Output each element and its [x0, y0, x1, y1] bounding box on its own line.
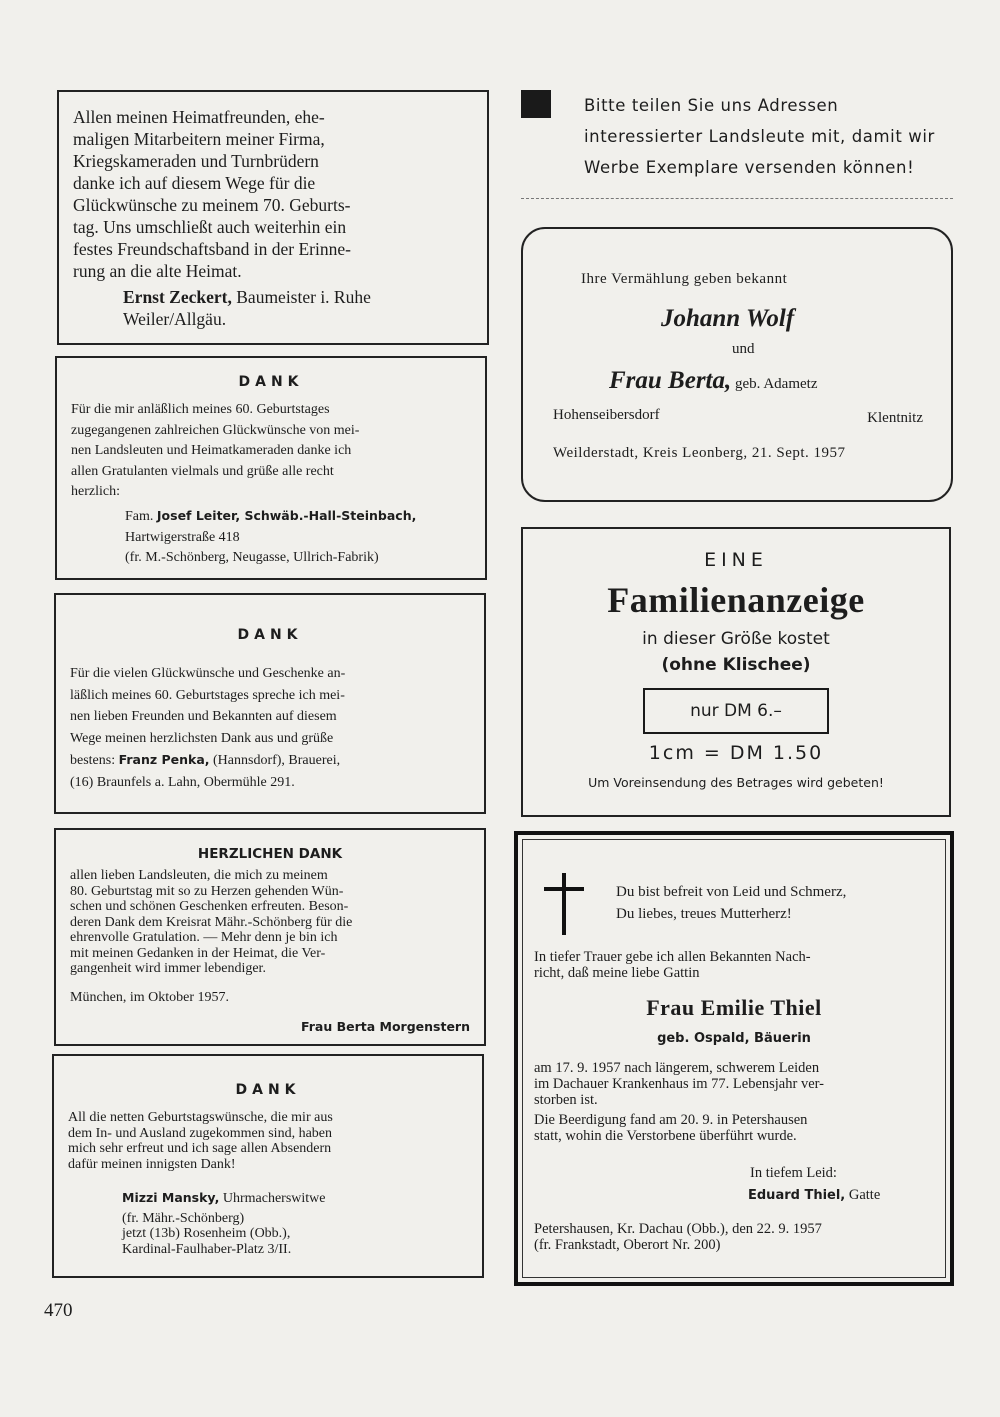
ad-mansky-signature [122, 1190, 326, 1257]
signer-relation: Gatte [845, 1187, 881, 1203]
text-line: nen lieben Freunden und Bekannten auf diesem [70, 709, 337, 724]
rate-text: 1cm = DM 1.50 [648, 742, 824, 764]
page-number: 470 [44, 1300, 73, 1321]
text-line: allen Gratulanten vielmals und grüße alle recht [71, 463, 334, 479]
footer-line: (fr. Frankstadt, Oberort Nr. 200) [534, 1237, 721, 1253]
text-line: Die Beerdigung fand am 20. 9. in Petershausen [534, 1112, 808, 1128]
bride-name: Frau Berta, [609, 367, 732, 394]
notice-line: Bitte teilen Sie uns Adressen [584, 96, 839, 115]
signer-title: Baumeister i. Ruhe [231, 287, 371, 307]
text-line: herzlich: [71, 484, 120, 499]
signer-prefix: Fam. [125, 509, 157, 524]
offer-eine: EINE [704, 549, 768, 571]
offer-title: Familienanzeige [607, 580, 865, 620]
text-line: maligen Mitarbeitern meiner Firma, [73, 129, 325, 149]
ad-price-offer [521, 527, 951, 817]
notice-line: Werbe Exemplare versenden können! [584, 158, 915, 177]
text-line: In tiefer Trauer gebe ich allen Bekannten Nach- [534, 949, 811, 965]
text-line: richt, daß meine liebe Gattin [534, 965, 700, 981]
signer-name: Josef Leiter, Schwäb.-Hall-Steinbach, [156, 508, 417, 523]
ad-penka [54, 593, 486, 814]
ad-heading: DANK [235, 1082, 301, 1098]
text-line: mit meinen Gedanken in der Heimat, die Ver- [70, 945, 326, 961]
ad-morgenstern [54, 828, 486, 1046]
ad-heading: DANK [237, 627, 303, 643]
bride-line [609, 367, 818, 395]
signer-name: Ernst Zeckert, [123, 287, 232, 307]
notice-bullet [521, 90, 551, 118]
text-line: dem In- und Ausland zugekommen sind, haben [68, 1125, 333, 1141]
ad-zeckert [57, 90, 489, 345]
signer-address: (16) Braunfels a. Lahn, Obermühle 291. [70, 774, 295, 790]
wedding-intro-text: Ihre Vermählung geben bekannt [581, 271, 788, 287]
obituary-verse [616, 881, 846, 925]
ad-mansky [52, 1054, 484, 1278]
text-line: im Dachauer Krankenhaus im 77. Lebensjahr ver- [534, 1076, 824, 1092]
text-line: statt, wohin die Verstorbene überführt wurde. [534, 1128, 797, 1144]
text-line: nen Landsleuten und Heimatkameraden danke ich [71, 443, 352, 458]
text-line: festes Freundschaftsband in der Erinne- [73, 239, 351, 259]
notice-line: interessierter Landsleute mit, damit wir [584, 127, 935, 146]
text-line: am 17. 9. 1957 nach längerem, schwerem Leiden [534, 1060, 820, 1076]
groom-origin: Hohenseibersdorf [553, 407, 660, 423]
address-notice [584, 90, 935, 183]
obituary-footer [534, 1221, 822, 1253]
text-line: zugegangenen zahlreichen Glückwünsche von mei- [71, 422, 360, 438]
text-line: läßlich meines 60. Geburtstages spreche ich mei- [70, 687, 345, 703]
footer-line: Petershausen, Kr. Dachau (Obb.), den 22. 9. 1957 [534, 1221, 822, 1237]
text-line: dafür meinen innigsten Dank! [68, 1156, 236, 1172]
deceased-name: Frau Emilie Thiel [646, 995, 822, 1020]
ad-leiter-signature [125, 506, 416, 569]
text-line: ehrenvolle Gratulation. — Mehr denn je bin ich [70, 930, 338, 945]
grief-line: In tiefem Leid: [750, 1165, 837, 1181]
ad-zeckert-signature [123, 286, 371, 330]
groom-name: Johann Wolf [661, 305, 795, 332]
ad-morgenstern-text [70, 868, 474, 977]
offer-line1: in dieser Größe kostet [642, 629, 830, 649]
signer-name: Franz Penka, [118, 752, 210, 767]
divider [521, 198, 953, 199]
address-line: (fr. Mähr.-Schönberg) [122, 1210, 245, 1226]
text-line: danke ich auf diesem Wege für die [73, 173, 316, 193]
obituary [514, 831, 954, 1286]
ad-penka-text [70, 663, 474, 793]
text-line: Glückwünsche zu meinem 70. Geburts- [73, 195, 351, 215]
text-line: All die netten Geburtstagswünsche, die mir aus [68, 1110, 333, 1125]
payment-note: Um Voreinsendung des Betrages wird gebeten! [588, 775, 884, 790]
wedding-footer: Weilderstadt, Kreis Leonberg, 21. Sept. 1957 [553, 445, 846, 461]
text-line: deren Dank dem Kreisrat Mähr.-Schönberg für die [70, 914, 353, 930]
ad-leiter-text [71, 400, 475, 503]
text-rest: (Hannsdorf), Brauerei, [209, 753, 341, 768]
text-line: allen lieben Landsleuten, die mich zu meinem [70, 868, 328, 883]
signer-name: Mizzi Mansky, [122, 1190, 220, 1205]
ad-mansky-text [68, 1110, 472, 1172]
text-line: Für die vielen Glückwünsche und Geschenke an- [70, 666, 346, 681]
signer-address: Hartwigerstraße 418 [125, 529, 240, 545]
text-prefix: bestens: [70, 753, 119, 768]
text-line: Allen meinen Heimatfreunden, ehe- [73, 107, 325, 127]
wedding-announcement [521, 227, 953, 502]
signer-name: Eduard Thiel, [748, 1188, 846, 1203]
text-line: gangenheit wird immer lebendiger. [70, 961, 266, 976]
ad-heading: DANK [238, 374, 304, 390]
text-line: rung an die alte Heimat. [73, 261, 242, 281]
text-line: 80. Geburtstag mit so zu Herzen gehenden Wün- [70, 883, 344, 899]
obituary-signer [748, 1187, 880, 1204]
deceased-birth-name: geb. Ospald, Bäuerin [657, 1031, 811, 1046]
text-line: storben ist. [534, 1092, 598, 1108]
and-text: und [732, 341, 755, 357]
text-line: tag. Uns umschließt auch weiterhin ein [73, 217, 347, 237]
ad-zeckert-text [73, 106, 477, 282]
place-date: München, im Oktober 1957. [70, 990, 230, 1005]
price-box [643, 688, 829, 734]
offer-line2: (ohne Klischee) [661, 655, 811, 675]
address-line: jetzt (13b) Rosenheim (Obb.), [122, 1226, 291, 1241]
signer-former-address: (fr. M.-Schönberg, Neugasse, Ullrich-Fabrik) [125, 550, 379, 565]
verse-line: Du liebes, treues Mutterherz! [616, 906, 792, 922]
address-line: Kardinal-Faulhaber-Platz 3/II. [122, 1241, 292, 1257]
text-line: Wege meinen herzlichsten Dank aus und grüße [70, 730, 334, 746]
signer-title: Uhrmacherswitwe [219, 1191, 326, 1206]
verse-line: Du bist befreit von Leid und Schmerz, [616, 884, 847, 900]
wedding-intro [581, 271, 787, 288]
text-line: mich sehr erfreut und ich sage allen Absendern [68, 1141, 332, 1156]
bride-maiden: geb. Adametz [731, 376, 818, 392]
ad-heading: HERZLICHEN DANK [197, 846, 343, 862]
bride-origin: Klentnitz [867, 410, 923, 426]
ad-leiter [55, 356, 487, 580]
text-line: Kriegskameraden und Turnbrüdern [73, 151, 319, 171]
signer-place: Weiler/Allgäu. [123, 309, 227, 329]
signer-name: Frau Berta Morgenstern [301, 1019, 470, 1034]
text-line: schen und schönen Geschenken erfreuten. Beson- [70, 899, 349, 914]
text-line: Für die mir anläßlich meines 60. Geburtstages [71, 402, 330, 417]
price-text: nur DM 6.– [690, 701, 782, 721]
obituary-body [534, 1060, 940, 1144]
obituary-intro [534, 949, 940, 981]
cross-icon [544, 873, 584, 935]
